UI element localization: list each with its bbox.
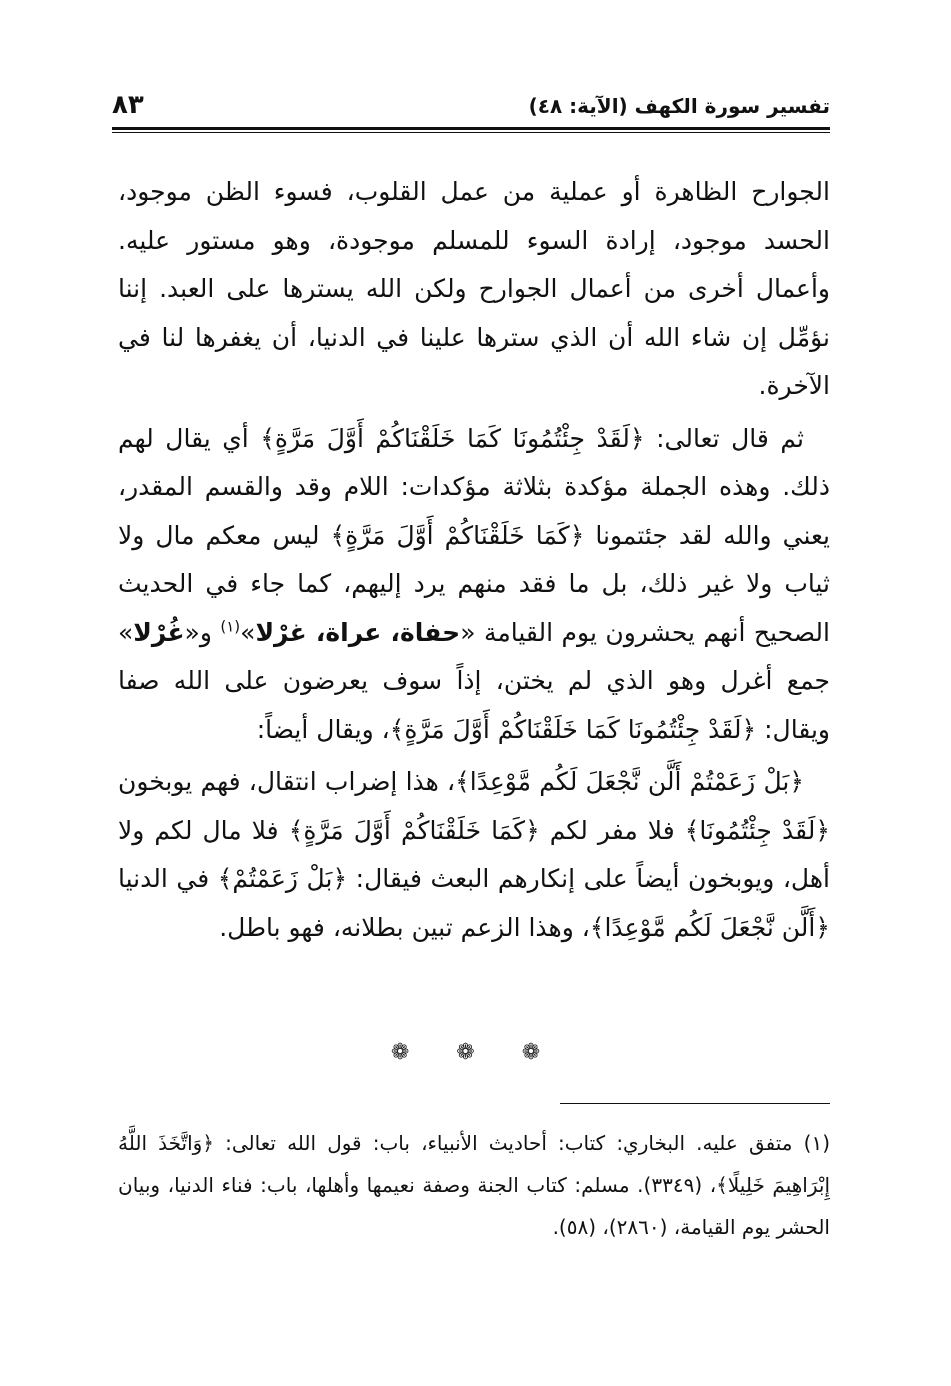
text-run: أي يقال لهم ذلك. وهذه الجملة مؤكدة بثلاثة مؤكدات: اللام وقد والقسم المقدر، يعني والله لقد جئتمونا	[118, 423, 831, 550]
section-ornament: ❁ ❁ ❁	[390, 1040, 561, 1065]
footnote-rule	[560, 1103, 830, 1104]
text-run: » جمع أغرل وهو الذي لم يختن، إذاً سوف يعرضون على الله صفا ويقال:	[118, 617, 830, 744]
term-bold: غُرْلا	[133, 617, 185, 647]
header-rule	[112, 127, 830, 133]
quran-verse: ﴿لَقَدْ جِئْتُمُونَا كَمَا خَلَقْنَاكُمْ أَوَّلَ مَرَّةٍ﴾	[389, 714, 757, 744]
main-text	[118, 168, 830, 952]
text-run: ، وهذا الزعم تبين بطلانه، فهو باطل.	[219, 912, 590, 942]
text-run: فلا مفر لكم	[539, 815, 685, 845]
text-run: و«	[184, 617, 221, 647]
text-run: ليس معكم مال ولا ثياب ولا غير ذلك، بل ما فقد منهم يرد إليهم، كما جاء في الحديث الصحيح أنهم يحشرون يوم القيامة «	[118, 520, 830, 647]
paragraph-2	[118, 415, 830, 755]
quran-verse: ﴿كَمَا خَلَقْنَاكُمْ أَوَّلَ مَرَّةٍ﴾	[330, 520, 585, 550]
hadith-quote: حفاة، عراة، غرْلا	[255, 617, 461, 647]
text-run: ، هذا إضراب انتقال، فهم يوبخون	[118, 767, 456, 796]
quran-verse: ﴿كَمَا خَلَقْنَاكُمْ أَوَّلَ مَرَّةٍ﴾	[288, 815, 540, 845]
footnote-1	[118, 1122, 830, 1248]
text-run: في الدنيا	[118, 864, 218, 893]
quran-verse: ﴿لَقَدْ جِئْتُمُونَا﴾	[684, 815, 830, 845]
paragraph-3	[118, 758, 830, 952]
quran-verse: ﴿بَلْ زَعَمْتُمْ أَلَّن نَّجْعَلَ لَكُم مَّوْعِدًا﴾	[455, 767, 804, 796]
footnote-text: ، (٣٣٤٩). مسلم: كتاب الجنة وصفة نعيمها وأهلها، باب: فناء الدنيا، وبيان الحشر يوم القيامة، (٢٨٦٠)، (٥٨).	[118, 1173, 830, 1239]
text-run: »	[240, 617, 256, 647]
text-run: فلا مال لكم ولا أهل، ويوبخون أيضاً على إنكارهم البعث فيقال:	[118, 815, 830, 893]
quran-verse: ﴿بَلْ زَعَمْتُمْ﴾	[217, 864, 348, 893]
running-head: تفسير سورة الكهف (الآية: ٤٨)	[528, 94, 830, 118]
quran-verse: ﴿وَاتَّخَذَ اللَّهُ إِبْرَاهِيمَ خَلِيلًا﴾	[118, 1131, 831, 1197]
footnote-text: (١) متفق عليه. البخاري: كتاب: أحاديث الأنبياء، باب: قول الله تعالى:	[214, 1131, 830, 1155]
page-number: ٨٣	[112, 90, 144, 120]
text-run: ثم قال تعالى:	[644, 423, 804, 453]
quran-verse: ﴿لَقَدْ جِئْتُمُونَا كَمَا خَلَقْنَاكُمْ أَوَّلَ مَرَّةٍ﴾	[260, 423, 645, 453]
footnote-ref[interactable]: (١)	[220, 617, 241, 636]
text-run: ، ويقال أيضاً:	[256, 714, 390, 744]
quran-verse: ﴿أَلَّن نَّجْعَلَ لَكُم مَّوْعِدًا﴾	[589, 912, 830, 942]
page-header	[112, 86, 830, 126]
paragraph-1: الجوارح الظاهرة أو عملية من عمل القلوب، فسوء الظن موجود، الحسد موجود، إرادة السوء للمسلم موجودة، وهو مستور عليه. وأعمال أخرى من أعمال الجوارح ولكن الله يسترها على العبد. إننا نؤمِّل إن شاء الله أن الذي سترها علينا في الدنيا، أن يغفرها لنا في الآخرة.	[118, 177, 830, 400]
